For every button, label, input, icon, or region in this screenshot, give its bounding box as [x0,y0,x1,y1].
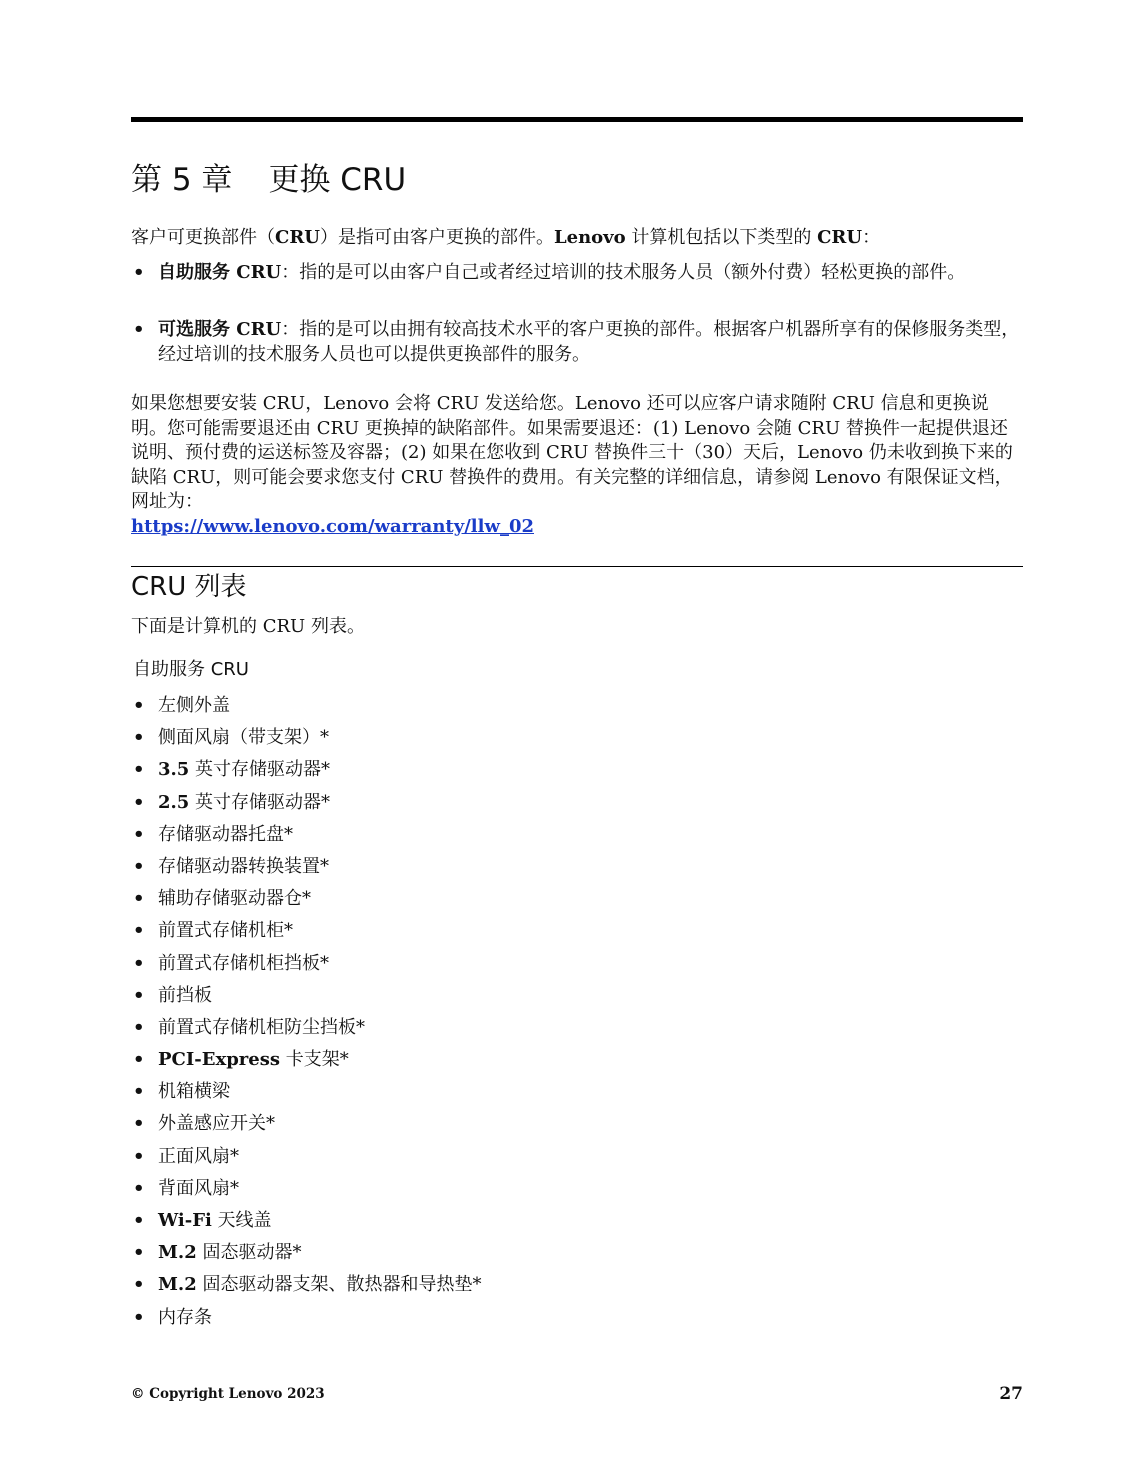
intro-paragraph: 客户可更换部件（CRU）是指可由客户更换的部件。Lenovo 计算机包括以下类型的 CRU： [131,227,881,248]
cru-list [131,690,1023,1334]
bullet-icon: • [133,1306,145,1328]
section-intro: 下面是计算机的 CRU 列表。 [131,616,365,637]
list-item [131,1302,1023,1334]
list-item [131,915,1023,947]
bullet-icon: • [133,855,145,877]
list-item [131,1012,1023,1044]
list-item-text: 内存条 [158,1306,212,1328]
list-item [131,851,1023,883]
copyright: © Copyright Lenovo 2023 [131,1386,325,1402]
bullet-icon: • [133,1113,145,1135]
subheading: 自助服务 CRU [133,659,249,680]
bullet-icon: • [133,952,145,974]
bullet-icon: • [133,1049,145,1071]
list-item [131,787,1023,819]
bullet-icon: • [133,823,145,845]
list-item-text: 正面风扇* [158,1145,239,1167]
bullet-icon: • [133,984,145,1006]
bullet-icon: • [133,920,145,942]
list-item [131,819,1023,851]
list-item [131,690,1023,722]
list-item [131,1205,1023,1237]
section-title: CRU 列表 [131,572,247,602]
bullet-icon: • [133,759,145,781]
list-item-text: 前置式存储机柜挡板* [158,952,329,974]
list-item-text: 3.5 英寸存储驱动器* [158,759,331,781]
bullet-icon: • [133,727,145,749]
list-item-text: 前置式存储机柜* [158,920,293,942]
bullet-icon: • [133,791,145,813]
chapter-name: 更换 CRU [268,162,407,198]
list-item-text: 前置式存储机柜防尘挡板* [158,1016,365,1038]
list-item-text: M.2 固态驱动器支架、散热器和导热垫* [158,1274,482,1296]
list-item-text: 外盖感应开关* [158,1113,275,1135]
list-item [131,948,1023,980]
top-rule [131,117,1023,122]
bullet-icon: • [133,1081,145,1103]
list-item [131,1269,1023,1301]
list-item-text: Wi-Fi 天线盖 [158,1210,272,1231]
list-item [131,1237,1023,1269]
bullet-icon: • [133,1016,145,1038]
list-item [131,722,1023,754]
list-item-text: PCI-Express 卡支架* [158,1049,349,1071]
page-number: 27 [999,1384,1023,1404]
bullet-icon: • [133,1145,145,1167]
list-item-text: 背面风扇* [158,1177,239,1199]
bullet-icon: • [133,319,145,340]
list-item-text: M.2 固态驱动器* [158,1242,302,1264]
list-item-text: 前挡板 [158,984,212,1006]
warranty-paragraph: 如果您想要安装 CRU，Lenovo 会将 CRU 发送给您。Lenovo 还可以应客户请求随附 CRU 信息和更换说明。您可能需要退还由 CRU 更换掉的缺陷部件。如果需要退还：(1) Lenovo 会随 CRU 替换件一起提供退还说明、预付费的运送标签及容器；(2) 如果在您收到 CRU 替换件三十（30）天后，Lenovo 仍未收到换下来的缺陷 CRU，则可能会要求您支付 CRU 替换件的费用。有关完整的详细信息，请参阅 Lenovo 有限保证文档，网址为： https://www.lenovo.com/warranty/llw_02 [131,393,1013,537]
list-item-text: 2.5 英寸存储驱动器* [158,791,331,813]
list-item-text: 辅助存储驱动器仓* [158,888,311,910]
section-rule [131,566,1023,567]
list-item-text: 左侧外盖 [158,695,230,716]
list-item [131,754,1023,786]
bullet-icon: • [133,888,145,910]
list-item [131,1173,1023,1205]
bullet-icon: • [133,1274,145,1296]
bullet-icon: • [133,262,145,283]
chapter-number: 第 5 章 [131,162,233,198]
list-item: • 自助服务 CRU：指的是可以由客户自己或者经过培训的技术服务人员（额外付费）轻松更换的部件。 [131,261,1023,286]
bullet-icon: • [133,1242,145,1264]
cru-type-list [131,261,1023,286]
cru-type-list-2 [131,318,1023,367]
list-item-text: 机箱横梁 [158,1081,230,1103]
list-item [131,883,1023,915]
warranty-link[interactable]: https://www.lenovo.com/warranty/llw_02 [131,515,534,537]
list-item [131,1044,1023,1076]
list-item [131,1076,1023,1108]
bullet-icon: • [133,695,145,716]
bullet-icon: • [133,1177,145,1199]
list-item [131,980,1023,1012]
chapter-title [131,160,406,200]
list-item: • 可选服务 CRU：指的是可以由拥有较高技术水平的客户更换的部件。根据客户机器所享有的保修服务类型，经过培训的技术服务人员也可以提供更换部件的服务。 [133,319,1020,365]
list-item-text: 侧面风扇（带支架）* [158,727,329,749]
list-item [131,1108,1023,1140]
list-item [131,1141,1023,1173]
bullet-icon: • [133,1210,145,1231]
list-item-text: 存储驱动器托盘* [158,823,293,845]
list-item-text: 存储驱动器转换装置* [158,855,329,877]
